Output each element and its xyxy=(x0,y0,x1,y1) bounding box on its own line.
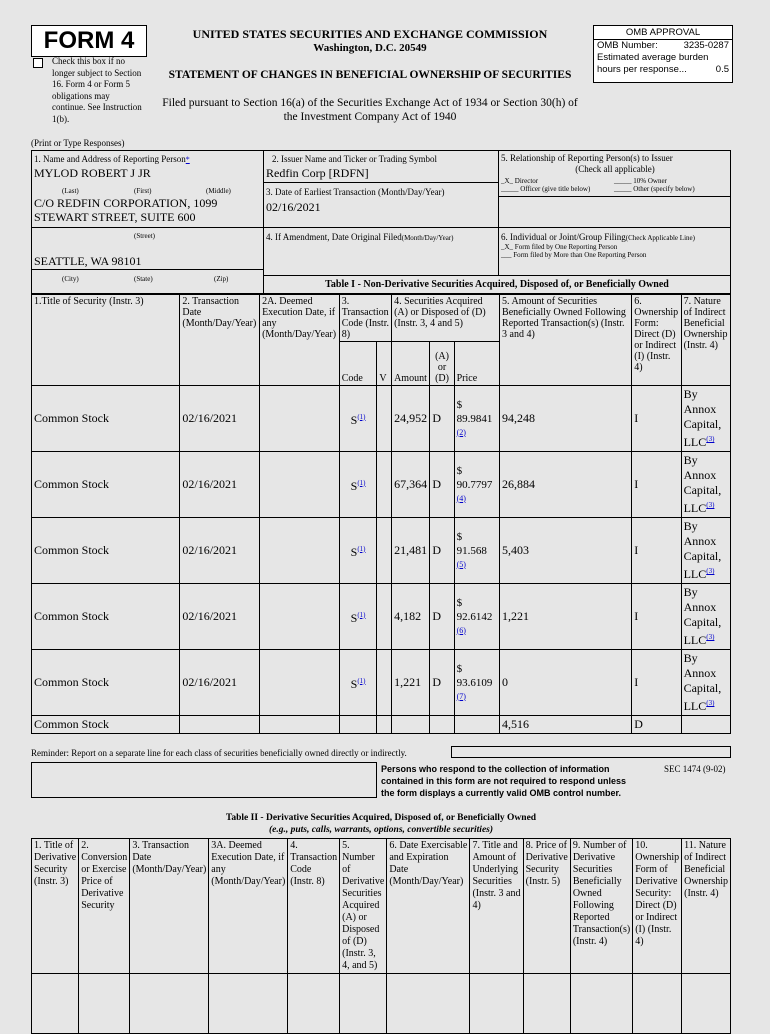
agency-location: Washington, D.C. 20549 xyxy=(313,42,427,54)
row-amount: 4,182 xyxy=(392,584,430,650)
table1-title: Table I - Non-Derivative Securities Acquired, Disposed of, or Beneficially Owned xyxy=(325,279,669,290)
row-code xyxy=(339,386,377,452)
row-v xyxy=(377,386,392,452)
row-code-value: S xyxy=(350,478,358,493)
box2-label: 2. Issuer Name and Ticker or Trading Symbol xyxy=(272,154,437,164)
box1-star-link[interactable]: * xyxy=(185,155,190,164)
grid-hline-1 xyxy=(263,182,498,183)
row-amount: 67,364 xyxy=(392,452,430,518)
t2-header-col-9: 8. Price of Derivative Security (Instr. 5) xyxy=(523,839,570,974)
omb-burden-label: Estimated average burden xyxy=(597,52,709,63)
row-title: Common Stock xyxy=(32,386,180,452)
reporting-person-name: MYLOD ROBERT J JR xyxy=(34,166,151,180)
row-owned: 0 xyxy=(500,650,632,716)
row-nature xyxy=(681,650,730,716)
row-aord: D xyxy=(430,452,454,518)
grid-hline-4 xyxy=(263,275,731,276)
row-nature-footnote[interactable]: (3) xyxy=(706,567,715,575)
t2-empty-cell xyxy=(340,974,387,1034)
row-date: 02/16/2021 xyxy=(180,584,260,650)
row-price-value: 92.6142 xyxy=(456,610,493,623)
row-title: Common Stock xyxy=(32,584,180,650)
persons-line3: the form displays a currently valid OMB control number. xyxy=(381,788,622,798)
row-price-value: 91.568 xyxy=(456,544,487,557)
row-price-symbol: $ xyxy=(456,530,463,543)
t2-header-col-12: 11. Nature of Indirect Beneficial Ownership (Instr. 4) xyxy=(682,839,731,974)
table-row xyxy=(32,518,731,584)
row-code xyxy=(339,518,377,584)
t2-empty-cell xyxy=(470,974,523,1034)
row-code-value: S xyxy=(350,544,358,559)
row-price-footnote[interactable]: (5) xyxy=(456,559,466,569)
row-price-footnote[interactable]: (7) xyxy=(456,691,466,701)
t1-header-nature: 7. Nature of Indirect Beneficial Ownership (Instr. 4) xyxy=(681,295,730,386)
box4-sub: (Month/Day/Year) xyxy=(401,234,454,242)
t2-header-col-1: 1. Title of Derivative Security (Instr. 3) xyxy=(32,839,79,974)
row-nature-text: By Annox Capital, LLC xyxy=(683,387,722,449)
row-amount: 1,221 xyxy=(392,650,430,716)
row-nature xyxy=(681,452,730,518)
box3-label: 3. Date of Earliest Transaction (Month/Day/Year) xyxy=(266,187,445,197)
zip-label: (Zip) xyxy=(214,275,229,283)
t1-sub-amount: Amount xyxy=(392,342,430,386)
omb-title: OMB APPROVAL xyxy=(594,26,732,40)
director-option: _X_ Director xyxy=(501,177,539,185)
other-option: _____ Other (specify below) xyxy=(614,185,695,193)
persons-line2: contained in this form are not required to respond unless xyxy=(381,776,627,786)
state-label: (State) xyxy=(134,275,153,283)
row-code-footnote[interactable]: (1) xyxy=(357,412,366,421)
t2-empty-cell xyxy=(288,974,340,1034)
row-price-symbol: $ xyxy=(456,662,463,675)
row-code-footnote[interactable]: (1) xyxy=(357,676,366,685)
row-v xyxy=(377,518,392,584)
row-owned: 26,884 xyxy=(500,452,632,518)
box6-label-text: 6. Individual or Joint/Group Filing xyxy=(501,232,626,242)
t2-header-col-6: 5. Number of Derivative Securities Acquired (A) or Disposed of (D) (Instr. 3, 4, and 5) xyxy=(340,839,387,974)
t1-header-code: 3. Transaction Code (Instr. 8) xyxy=(339,295,391,342)
row-price-symbol: $ xyxy=(456,464,463,477)
sec-number: SEC 1474 (9-02) xyxy=(664,764,726,774)
row-code xyxy=(339,452,377,518)
t2-header-col-2: 2. Conversion or Exercise Price of Derivative Security xyxy=(79,839,130,974)
t2-empty-cell xyxy=(682,974,731,1034)
row-code-footnote[interactable]: (1) xyxy=(357,610,366,619)
t1-header-title: 1.Title of Security (Instr. 3) xyxy=(32,295,180,386)
persons-respond-text xyxy=(381,763,626,799)
row-nature-footnote[interactable]: (3) xyxy=(706,435,715,443)
t2-empty-cell xyxy=(209,974,288,1034)
ten-percent-option: _____ 10% Owner xyxy=(614,177,667,185)
row-deemed-date xyxy=(260,452,340,518)
row-nature-text: By Annox Capital, LLC xyxy=(683,651,722,713)
row-price xyxy=(454,452,499,518)
row-code-value: S xyxy=(350,676,358,691)
row-nature-footnote[interactable]: (3) xyxy=(706,633,715,641)
filed-pursuant-line1: Filed pursuant to Section 16(a) of the Securities Exchange Act of 1934 or Section 30(h) of xyxy=(162,97,578,109)
row-amount: 24,952 xyxy=(392,386,430,452)
row-price-symbol: $ xyxy=(456,596,463,609)
row-form: I xyxy=(632,650,681,716)
row-price xyxy=(454,518,499,584)
row-amount: 21,481 xyxy=(392,518,430,584)
row-aord: D xyxy=(430,650,454,716)
middle-label: (Middle) xyxy=(206,187,231,195)
t1-header-securities: 4. Securities Acquired (A) or Disposed of (D) (Instr. 3, 4 and 5) xyxy=(392,295,500,342)
t1-last-empty-nature xyxy=(681,716,730,734)
table2 xyxy=(31,838,731,1034)
table-row xyxy=(32,452,731,518)
box6-label xyxy=(501,232,729,243)
t1-last-owned: 4,516 xyxy=(500,716,632,734)
reminder-empty-box xyxy=(31,762,377,798)
statement-title: STATEMENT OF CHANGES IN BENEFICIAL OWNERSHIP OF SECURITIES xyxy=(168,69,572,81)
row-title: Common Stock xyxy=(32,650,180,716)
t2-header-col-7: 6. Date Exercisable and Expiration Date (Month/Day/Year) xyxy=(387,839,470,974)
street-label: (Street) xyxy=(134,232,155,240)
row-v xyxy=(377,452,392,518)
row-deemed-date xyxy=(260,518,340,584)
form-title: FORM 4 xyxy=(31,25,147,57)
t1-header-ownership: 6. Ownership Form: Direct (D) or Indirect (I) (Instr. 4) xyxy=(632,295,681,386)
t2-empty-cell xyxy=(633,974,682,1034)
row-price-footnote[interactable]: (4) xyxy=(456,493,466,503)
row-price-footnote[interactable]: (2) xyxy=(456,427,466,437)
t1-sub-aord: (A) or (D) xyxy=(430,342,454,386)
row-deemed-date xyxy=(260,650,340,716)
city-state-zip: SEATTLE, WA 98101 xyxy=(34,254,142,268)
checkbox-instruction: Check this box if no longer subject to Section 16. Form 4 or Form 5 obligations may continue. See Instruction 1(b). xyxy=(52,56,142,124)
t2-empty-cell xyxy=(570,974,632,1034)
row-nature-text: By Annox Capital, LLC xyxy=(683,453,722,515)
t2-header-col-5: 4. Transaction Code (Instr. 8) xyxy=(288,839,340,974)
row-owned: 94,248 xyxy=(500,386,632,452)
row-code xyxy=(339,650,377,716)
row-title: Common Stock xyxy=(32,518,180,584)
box5-bottom-line xyxy=(498,196,731,197)
row-nature-footnote[interactable]: (3) xyxy=(706,501,715,509)
t1-last-empty-amount xyxy=(392,716,430,734)
row-date: 02/16/2021 xyxy=(180,452,260,518)
row-code-footnote[interactable]: (1) xyxy=(357,478,366,487)
address-line1: C/O REDFIN CORPORATION, 1099 xyxy=(34,196,218,210)
city-label: (City) xyxy=(62,275,79,283)
row-nature xyxy=(681,518,730,584)
agency-name: UNITED STATES SECURITIES AND EXCHANGE COMMISSION xyxy=(192,27,548,41)
earliest-transaction-date: 02/16/2021 xyxy=(266,200,321,214)
t2-header-col-8: 7. Title and Amount of Underlying Securities (Instr. 3 and 4) xyxy=(470,839,523,974)
t1-header-deemed: 2A. Deemed Execution Date, if any (Month/Day/Year) xyxy=(260,295,340,386)
row-owned: 1,221 xyxy=(500,584,632,650)
row-nature xyxy=(681,584,730,650)
box5-sub: (Check all applicable) xyxy=(575,164,655,174)
row-deemed-date xyxy=(260,386,340,452)
row-price xyxy=(454,650,499,716)
t2-header-col-11: 10. Ownership Form of Derivative Security: Direct (D) or Indirect (I) (Instr. 4) xyxy=(633,839,682,974)
row-form: I xyxy=(632,386,681,452)
t1-last-empty-date xyxy=(180,716,260,734)
issuer-name: Redfin Corp [RDFN] xyxy=(266,166,369,180)
row-price-footnote[interactable]: (6) xyxy=(456,625,466,635)
t2-empty-cell xyxy=(79,974,130,1034)
reminder-text: Reminder: Report on a separate line for each class of securities beneficially owned directly or indirectly. xyxy=(31,748,407,758)
row-code-value: S xyxy=(350,412,358,427)
t1-last-form: D xyxy=(632,716,681,734)
row-price xyxy=(454,584,499,650)
print-type-note: (Print or Type Responses) xyxy=(31,138,125,148)
row-form: I xyxy=(632,518,681,584)
row-code-value: S xyxy=(350,610,358,625)
first-label: (First) xyxy=(134,187,152,195)
row-aord: D xyxy=(430,386,454,452)
row-price-symbol: $ xyxy=(456,398,463,411)
address-line2: STEWART STREET, SUITE 600 xyxy=(34,210,196,224)
t1-last-empty-ad xyxy=(430,716,454,734)
t2-header-col-4: 3A. Deemed Execution Date, if any (Month/Day/Year) xyxy=(209,839,288,974)
row-title: Common Stock xyxy=(32,452,180,518)
one-person-option: _X_ Form filed by One Reporting Person xyxy=(501,243,618,251)
row-v xyxy=(377,584,392,650)
grid-hline-2 xyxy=(31,227,731,228)
box1-label xyxy=(34,154,190,165)
row-price-value: 89.9841 xyxy=(456,412,493,425)
t2-empty-cell xyxy=(523,974,570,1034)
more-person-option: ___ Form filed by More than One Reporting Person xyxy=(501,251,647,259)
omb-number-label: OMB Number: xyxy=(597,40,658,51)
t1-sub-v: V xyxy=(377,342,392,386)
row-date: 02/16/2021 xyxy=(180,650,260,716)
row-nature-text: By Annox Capital, LLC xyxy=(683,519,722,581)
reminder-box xyxy=(451,746,731,758)
t1-last-empty-price xyxy=(454,716,499,734)
box1-label-text: 1. Name and Address of Reporting Person xyxy=(34,154,186,164)
row-date: 02/16/2021 xyxy=(180,518,260,584)
row-aord: D xyxy=(430,518,454,584)
omb-approval-box xyxy=(593,25,733,83)
table-row xyxy=(32,386,731,452)
t1-last-empty-code xyxy=(339,716,377,734)
t1-last-empty-v xyxy=(377,716,392,734)
t1-sub-price: Price xyxy=(454,342,499,386)
row-code xyxy=(339,584,377,650)
officer-option: _____ Officer (give title below) xyxy=(501,185,591,193)
row-form: I xyxy=(632,584,681,650)
box6-sub: (Check Applicable Line) xyxy=(625,234,695,242)
grid-divider-1 xyxy=(263,150,264,294)
table-row xyxy=(32,650,731,716)
row-price-value: 90.7797 xyxy=(456,478,493,491)
t1-last-title: Common Stock xyxy=(32,716,180,734)
grid-hline-3 xyxy=(31,269,263,270)
row-nature-text: By Annox Capital, LLC xyxy=(683,585,722,647)
omb-hours-value: 0.5 xyxy=(715,64,729,75)
row-price xyxy=(454,386,499,452)
t1-last-empty-deemed xyxy=(260,716,340,734)
table1 xyxy=(31,294,731,734)
t2-header-col-3: 3. Transaction Date (Month/Day/Year) xyxy=(130,839,209,974)
row-nature-footnote[interactable]: (3) xyxy=(706,699,715,707)
table-row xyxy=(32,584,731,650)
t1-header-date: 2. Transaction Date (Month/Day/Year) xyxy=(180,295,260,386)
row-owned: 5,403 xyxy=(500,518,632,584)
last-label: (Last) xyxy=(62,187,79,195)
grid-divider-2 xyxy=(498,150,499,275)
row-price-value: 93.6109 xyxy=(456,676,493,689)
row-code-footnote[interactable]: (1) xyxy=(357,544,366,553)
omb-hours-label: hours per response... xyxy=(597,64,687,75)
no-longer-subject-checkbox[interactable] xyxy=(33,58,43,68)
row-v xyxy=(377,650,392,716)
filed-pursuant-line2: the Investment Company Act of 1940 xyxy=(283,111,457,123)
omb-number-value: 3235-0287 xyxy=(683,40,729,51)
row-deemed-date xyxy=(260,584,340,650)
t1-sub-code: Code xyxy=(339,342,377,386)
row-date: 02/16/2021 xyxy=(180,386,260,452)
box5-label: 5. Relationship of Reporting Person(s) to Issuer xyxy=(501,153,673,163)
table2-subtitle: (e.g., puts, calls, warrants, options, convertible securities) xyxy=(268,825,494,835)
row-aord: D xyxy=(430,584,454,650)
t1-header-amount-owned: 5. Amount of Securities Beneficially Owned Following Reported Transaction(s) (Instr. 3 and 4) xyxy=(500,295,632,386)
table2-title: Table II - Derivative Securities Acquired, Disposed of, or Beneficially Owned xyxy=(225,813,537,823)
box4-label-text: 4. If Amendment, Date Original Filed xyxy=(266,232,402,242)
t2-header-col-10: 9. Number of Derivative Securities Beneficially Owned Following Reported Transaction(s) (Instr. 4) xyxy=(570,839,632,974)
t2-empty-cell xyxy=(32,974,79,1034)
row-nature xyxy=(681,386,730,452)
persons-line1: Persons who respond to the collection of information xyxy=(381,764,610,774)
box4-label xyxy=(266,232,454,243)
row-form: I xyxy=(632,452,681,518)
t2-empty-cell xyxy=(387,974,470,1034)
t2-empty-cell xyxy=(130,974,209,1034)
